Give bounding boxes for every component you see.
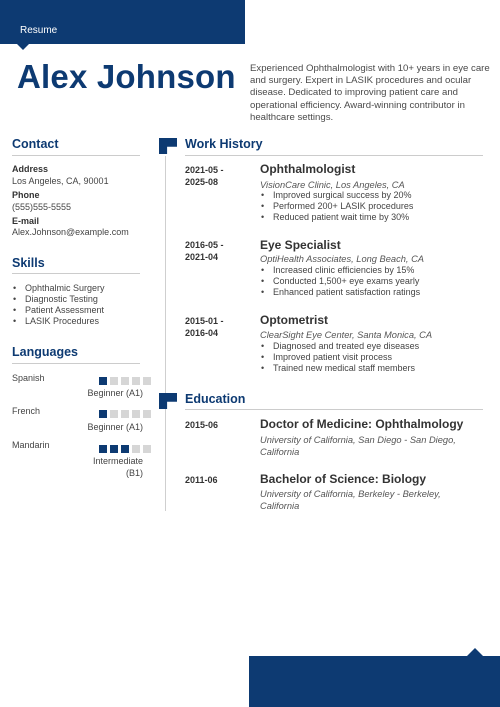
languages-divider [12, 363, 140, 364]
job-employer: OptiHealth Associates, Long Beach, CA [260, 254, 424, 264]
rating-dot [143, 377, 151, 385]
languages-title: Languages [12, 345, 78, 359]
job-title: Ophthalmologist [260, 162, 356, 176]
job-bullet: • Improved surgical success by 20% [260, 190, 413, 201]
skill-item: • LASIK Procedures [12, 316, 105, 327]
job-bullet: • Performed 200+ LASIK procedures [260, 201, 413, 212]
header-notch [17, 44, 29, 50]
skill-item: • Patient Assessment [12, 305, 105, 316]
rating-dot [99, 377, 107, 385]
language-level: Beginner (A1) [87, 422, 143, 432]
language-name: Mandarin [12, 440, 50, 450]
education-school: University of California, San Diego - San Diego, California [260, 435, 456, 457]
timeline-line [165, 156, 166, 511]
job-title: Optometrist [260, 313, 329, 327]
work-divider [185, 155, 483, 156]
job-bullet: • Diagnosed and treated eye diseases [260, 341, 419, 352]
email-label: E-mail [12, 216, 40, 226]
footer-block [249, 656, 500, 707]
education-flag-icon [159, 393, 177, 409]
footer-notch [467, 648, 483, 656]
job-bullet: • Enhanced patient satisfaction ratings [260, 287, 420, 298]
job-dates: 2021-05 - 2025-08 [185, 165, 224, 187]
skills-title: Skills [12, 256, 45, 270]
job-employer: ClearSight Eye Center, Santa Monica, CA [260, 330, 433, 340]
rating-dot [121, 377, 129, 385]
education-degree: Doctor of Medicine: Ophthalmology [260, 417, 464, 431]
job-bullet: • Improved patient visit process [260, 352, 419, 363]
job-bullets [260, 341, 419, 374]
job-bullets [260, 265, 420, 298]
phone-label: Phone [12, 190, 40, 200]
email-value: Alex.Johnson@example.com [12, 227, 129, 237]
skill-item: • Ophthalmic Surgery [12, 283, 105, 294]
language-name: French [12, 406, 41, 416]
rating-dot [110, 445, 118, 453]
language-level: Beginner (A1) [87, 388, 143, 398]
job-title: Eye Specialist [260, 238, 341, 252]
skills-list [12, 283, 105, 327]
address-value: Los Angeles, CA, 90001 [12, 176, 109, 186]
candidate-name: Alex Johnson [17, 58, 236, 95]
header-bar [0, 0, 245, 44]
language-level: Intermediate (B1) [92, 456, 143, 478]
rating-dot [143, 410, 151, 418]
education-degree: Bachelor of Science: Biology [260, 472, 427, 486]
education-title: Education [185, 392, 246, 406]
contact-divider [12, 155, 140, 156]
job-bullet: • Trained new medical staff members [260, 363, 419, 374]
phone-value: (555)555-5555 [12, 202, 72, 212]
work-history-title: Work History [185, 137, 263, 151]
rating-dot [143, 445, 151, 453]
education-divider [185, 409, 483, 410]
address-label: Address [12, 164, 49, 174]
rating-dot [121, 410, 129, 418]
work-flag-icon [159, 138, 177, 154]
language-rating [99, 410, 151, 418]
language-rating [99, 445, 151, 453]
language-name: Spanish [12, 373, 45, 383]
education-date: 2015-06 [185, 420, 219, 430]
rating-dot [132, 377, 140, 385]
rating-dot [99, 445, 107, 453]
rating-dot [110, 377, 118, 385]
summary-text: Experienced Ophthalmologist with 10+ years in eye care and surgery. Expert in LASIK procedures and ocular disease. Dedicated to improving patient care and operational efficiency. Award-winning contributor in healthcare settings. [250, 63, 490, 123]
rating-dot [121, 445, 129, 453]
job-dates: 2016-05 - 2021-04 [185, 240, 224, 262]
rating-dot [99, 410, 107, 418]
skill-item: • Diagnostic Testing [12, 294, 105, 305]
language-rating [99, 377, 151, 385]
education-date: 2011-06 [185, 475, 218, 485]
rating-dot [132, 445, 140, 453]
skills-divider [12, 273, 140, 274]
job-employer: VisionCare Clinic, Los Angeles, CA [260, 180, 405, 190]
contact-title: Contact [12, 137, 59, 151]
resume-label: Resume [20, 25, 58, 36]
education-school: University of California, Berkeley - Berkeley, California [260, 489, 441, 511]
job-bullet: • Increased clinic efficiencies by 15% [260, 265, 420, 276]
job-bullets [260, 190, 413, 223]
rating-dot [110, 410, 118, 418]
job-bullet: • Conducted 1,500+ eye exams yearly [260, 276, 420, 287]
rating-dot [132, 410, 140, 418]
job-dates: 2015-01 - 2016-04 [185, 316, 224, 338]
job-bullet: • Reduced patient wait time by 30% [260, 212, 413, 223]
